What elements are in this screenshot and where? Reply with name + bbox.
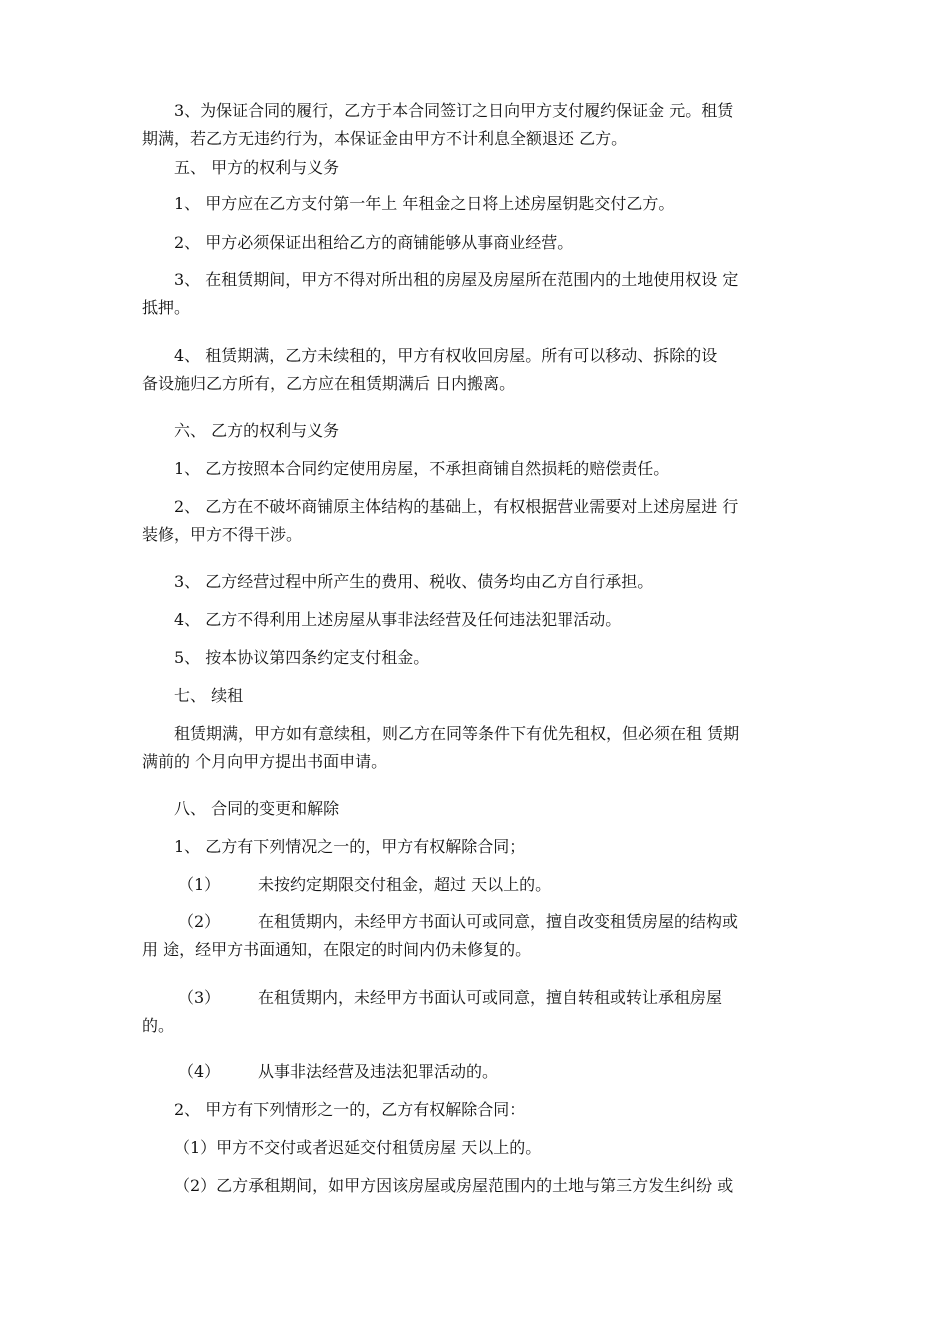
- text-line: （1）甲方不交付或者迟延交付租赁房屋 天以上的。: [174, 1138, 542, 1157]
- text-line: 的。: [142, 1016, 175, 1035]
- heading-text: 五、 甲方的权利与义务: [174, 158, 340, 177]
- item-text: 从事非法经营及违法犯罪活动的。: [258, 1062, 499, 1081]
- item-number: （1）: [178, 875, 221, 894]
- paragraph-6-5: [142, 644, 818, 672]
- paragraph-6-4: [142, 606, 818, 634]
- paragraph-6-3: [142, 568, 818, 596]
- item-text: 在租赁期内，未经甲方书面认可或同意，擅自改变租赁房屋的结构或: [258, 912, 739, 931]
- text-line: [142, 984, 818, 1012]
- text-line: 用 途，经甲方书面通知，在限定的时间内仍未修复的。: [142, 940, 532, 959]
- section-heading-6: [142, 417, 818, 445]
- list-item-8-1-4: [142, 1058, 818, 1086]
- paragraph-6-2: [142, 493, 818, 549]
- item-text: 在租赁期内，未经甲方书面认可或同意，擅自转租或转让承租房屋: [258, 988, 723, 1007]
- list-item-8-2-1: [142, 1134, 818, 1162]
- item-number: （4）: [178, 1062, 221, 1081]
- text-line: 1、 乙方按照本合同约定使用房屋，不承担商铺自然损耗的赔偿责任。: [174, 459, 670, 478]
- section-heading-5: [142, 154, 818, 182]
- list-item-8-1-1: [142, 871, 818, 899]
- paragraph-8-1: [142, 833, 818, 861]
- paragraph-5-3: [142, 266, 818, 322]
- text-line: 装修，甲方不得干涉。: [142, 525, 303, 544]
- text-line: 1、 乙方有下列情况之一的，甲方有权解除合同；: [174, 837, 526, 856]
- text-line: 4、 乙方不得利用上述房屋从事非法经营及任何违法犯罪活动。: [174, 610, 622, 629]
- text-line: 3、 在租赁期间，甲方不得对所出租的房屋及房屋所在范围内的土地使用权设 定: [174, 270, 739, 289]
- paragraph-6-1: [142, 455, 818, 483]
- text-line: 期满，若乙方无违约行为，本保证金由甲方不计利息全额退还 乙方。: [142, 129, 628, 148]
- text-line: 4、 租赁期满，乙方未续租的，甲方有权收回房屋。所有可以移动、拆除的设: [174, 346, 718, 365]
- text-line: 2、 甲方有下列情形之一的，乙方有权解除合同：: [174, 1100, 526, 1119]
- text-line: [142, 908, 818, 936]
- item-number: （2）: [178, 912, 221, 931]
- section-heading-7: [142, 682, 818, 710]
- section-heading-8: [142, 795, 818, 823]
- text-line: 备设施归乙方所有，乙方应在租赁期满后 日内搬离。: [142, 374, 516, 393]
- text-line: 满前的 个月向甲方提出书面申请。: [142, 752, 388, 771]
- heading-text: 七、 续租: [174, 686, 244, 705]
- text-line: 抵押。: [142, 298, 191, 317]
- text-line: 2、 甲方必须保证出租给乙方的商铺能够从事商业经营。: [174, 233, 574, 252]
- text-line: [142, 1058, 818, 1086]
- list-item-8-1-3: [142, 984, 818, 1040]
- paragraph-8-2: [142, 1096, 818, 1124]
- paragraph-5-4: [142, 342, 818, 398]
- paragraph-deposit: [142, 97, 818, 153]
- text-line: 2、 乙方在不破坏商铺原主体结构的基础上，有权根据营业需要对上述房屋进 行: [174, 497, 739, 516]
- text-line: 3、 乙方经营过程中所产生的费用、税收、债务均由乙方自行承担。: [174, 572, 654, 591]
- text-line: 租赁期满，甲方如有意续租，则乙方在同等条件下有优先租权，但必须在租 赁期: [174, 724, 740, 743]
- text-line: 1、 甲方应在乙方支付第一年上 年租金之日将上述房屋钥匙交付乙方。: [174, 194, 675, 213]
- text-line: [142, 871, 818, 899]
- heading-text: 六、 乙方的权利与义务: [174, 421, 340, 440]
- text-line: 3、为保证合同的履行，乙方于本合同签订之日向甲方支付履约保证金 元。租赁: [174, 101, 734, 120]
- paragraph-5-1: [142, 190, 818, 218]
- paragraph-5-2: [142, 229, 818, 257]
- text-line: （2）乙方承租期间，如甲方因该房屋或房屋范围内的土地与第三方发生纠纷 或: [174, 1176, 734, 1195]
- text-line: 5、 按本协议第四条约定支付租金。: [174, 648, 430, 667]
- list-item-8-1-2: [142, 908, 818, 964]
- item-number: （3）: [178, 988, 221, 1007]
- heading-text: 八、 合同的变更和解除: [174, 799, 340, 818]
- list-item-8-2-2: [142, 1172, 818, 1200]
- paragraph-7: [142, 720, 818, 776]
- item-text: 未按约定期限交付租金，超过 天以上的。: [258, 875, 552, 894]
